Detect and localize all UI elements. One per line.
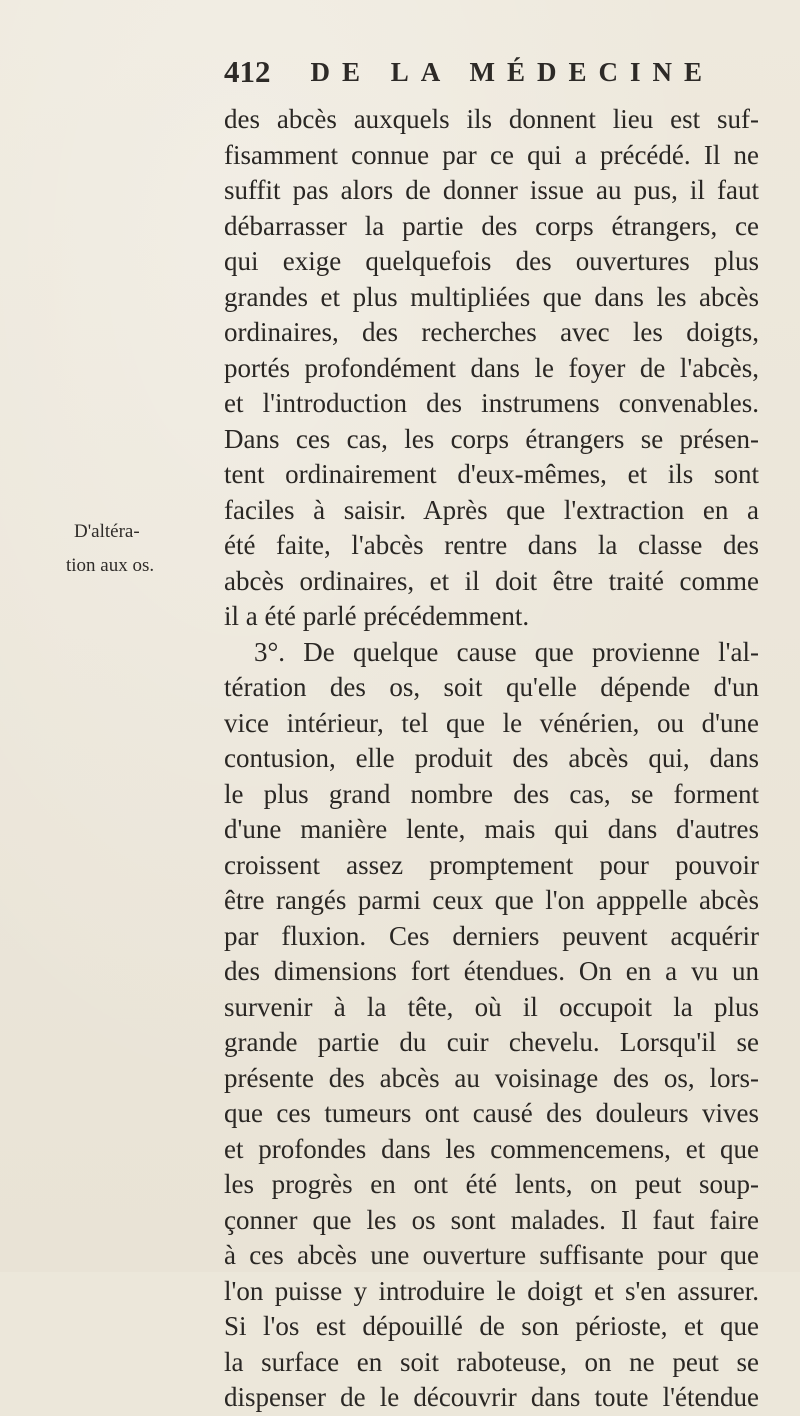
text-line: des abcès auxquels ils donnent lieu est suf- — [224, 104, 759, 134]
text-line: Dans ces cas, les corps étrangers se présen- — [224, 423, 759, 454]
text-line: que ces tumeurs ont causé des douleurs vives — [224, 1098, 759, 1128]
text-line: être rangés parmi ceux que l'on apppelle abcès — [224, 885, 759, 915]
page-header — [224, 50, 714, 94]
running-title: DE LA MÉDECINE — [310, 56, 715, 87]
text-line: 3°. De quelque cause que provienne l'al- — [254, 636, 759, 667]
text-line: tération des os, soit qu'elle dépende d'un — [224, 672, 759, 702]
text-line: faciles à saisir. Après que l'extraction en a — [224, 494, 759, 525]
text-line: fisamment connue par ce qui a précédé. Il ne — [224, 139, 759, 170]
text-line: par fluxion. Ces derniers peuvent acquérir — [224, 920, 759, 951]
text-line: grandes et plus multipliées que dans les abcès — [224, 281, 759, 312]
text-line: débarrasser la partie des corps étrangers, ce — [224, 210, 759, 241]
page-number: 412 — [224, 54, 271, 89]
text-line: des dimensions fort étendues. On en a vu un — [224, 956, 759, 986]
text-line: été faite, l'abcès rentre dans la classe des — [224, 530, 759, 560]
text-line: l'on puisse y introduire le doigt et s'en assurer. — [224, 1275, 759, 1306]
text-line: Si l'os est dépouillé de son périoste, et que — [224, 1311, 759, 1341]
margin-note-line: tion aux os. — [66, 555, 155, 576]
text-line: croissent assez promptement pour pouvoir — [224, 849, 759, 880]
margin-note-line: D'altéra- — [74, 521, 140, 542]
text-line: tent ordinairement d'eux-mêmes, et ils sont — [224, 459, 759, 489]
text-line: la surface en soit raboteuse, on ne peut se — [224, 1346, 759, 1377]
text-line: le plus grand nombre des cas, se forment — [224, 778, 759, 809]
margin-note — [66, 515, 212, 583]
text-line: les progrès en ont été lents, on peut soup- — [224, 1169, 759, 1199]
text-line: suffit pas alors de donner issue au pus, il faut — [224, 175, 759, 205]
text-line: ordinaires, des recherches avec les doigts, — [224, 317, 759, 347]
text-line: survenir à la tête, où il occupoit la plus — [224, 991, 759, 1022]
body-text — [224, 102, 759, 1416]
text-line: çonner que les os sont malades. Il faut faire — [224, 1204, 759, 1235]
text-line: vice intérieur, tel que le vénérien, ou d'une — [224, 707, 759, 738]
text-line: d'une manière lente, mais qui dans d'autres — [224, 814, 759, 844]
text-line: grande partie du cuir chevelu. Lorsqu'il se — [224, 1027, 759, 1057]
text-line: présente des abcès au voisinage des os, lors- — [224, 1062, 759, 1093]
text-line: et profondes dans les commencemens, et que — [224, 1133, 759, 1164]
text-line: abcès ordinaires, et il doit être traité comme — [224, 565, 759, 596]
text-line: contusion, elle produit des abcès qui, dans — [224, 743, 759, 773]
text-line: dispenser de le découvrir dans toute l'étendue — [224, 1382, 759, 1412]
text-line: portés profondément dans le foyer de l'abcès, — [224, 352, 759, 383]
text-line: et l'introduction des instrumens convenables. — [224, 388, 759, 418]
text-line: qui exige quelquefois des ouvertures plus — [224, 246, 759, 276]
text-line: il a été parlé précédemment. — [224, 601, 530, 631]
text-line: à ces abcès une ouverture suffisante pour que — [224, 1240, 759, 1270]
